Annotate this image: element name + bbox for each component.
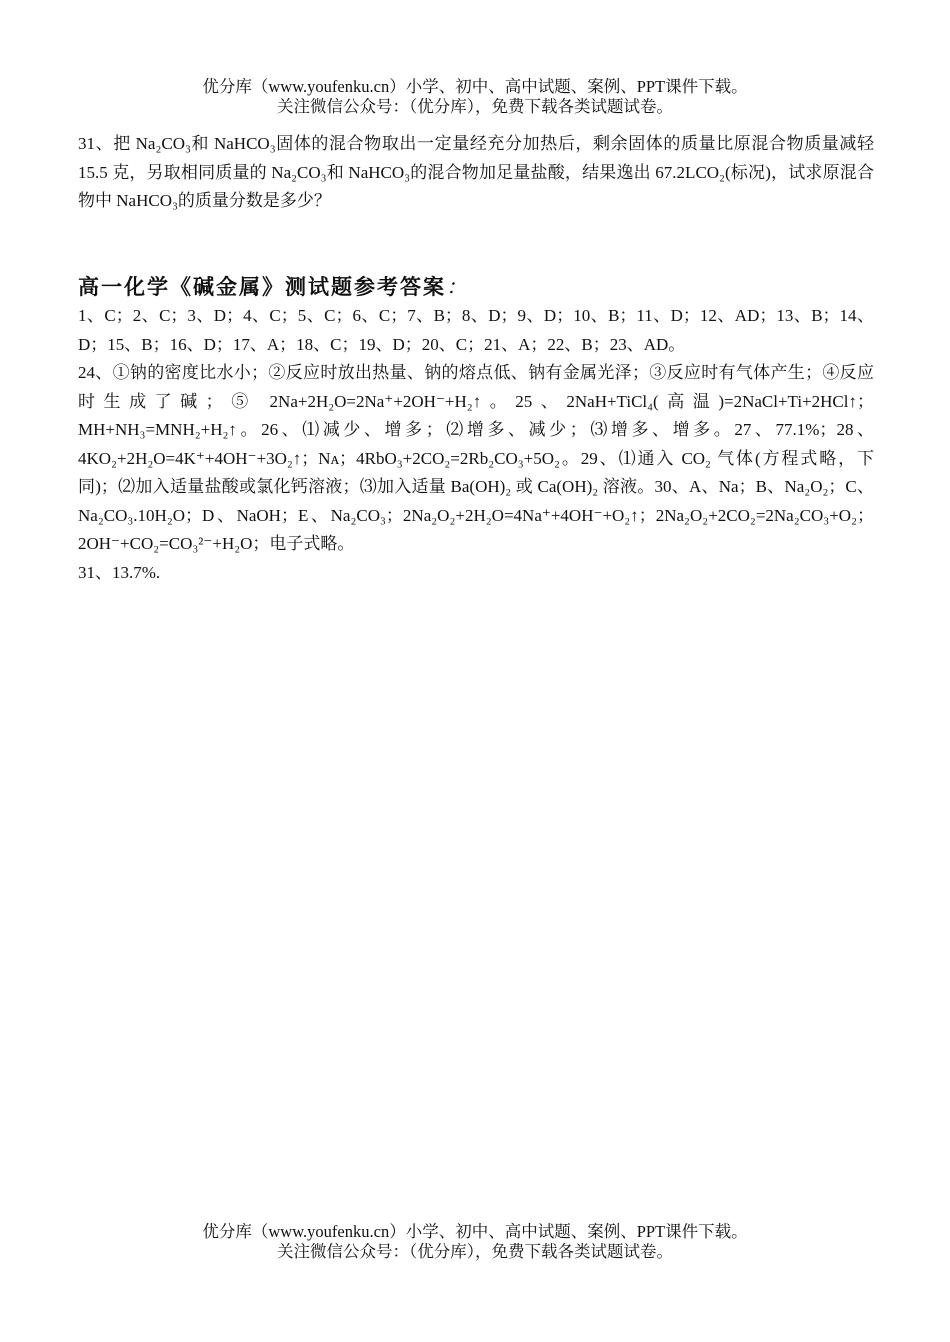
answer-body — [78, 302, 874, 587]
footer-banner — [0, 1222, 950, 1262]
answer-heading — [78, 272, 874, 302]
answer-24: 24、①钠的密度比水小；②反应时放出热量、钠的熔点低、钠有金属光泽；③反应时有气体产生；④反应时生成了碱；⑤ 2Na+2H₂O=2Na⁺+2OH⁻+H₂↑。 — [78, 363, 874, 411]
answer-key — [78, 272, 874, 587]
answer-30: 30、A、Na；B、Na₂O₂；C、Na₂CO₃.10H₂O；D、NaOH；E、Na₂CO₃；2Na₂O₂+2H₂O=4Na⁺+4OH⁻+O₂↑；2Na₂O₂+2CO₂=2Na₂CO₃+O₂；2OH⁻+CO₂=CO₃²⁻+H₂O；电子式略。 — [78, 477, 874, 553]
footer-line-1: 优分库（www.youfenku.cn）小学、初中、高中试题、案例、PPT课件下载。 — [202, 1222, 748, 1241]
question-31 — [78, 130, 874, 216]
answers-1-23: 1、C；2、C；3、D；4、C；5、C；6、C；7、B；8、D；9、D；10、B；11、D；12、AD；13、B；14、D；15、B；16、D；17、A；18、C；19、D；20、C；21、A；22、B；23、AD。 — [78, 306, 874, 354]
footer-line-2: 关注微信公众号：（优分库），免费下载各类试题试卷。 — [277, 1242, 673, 1261]
answer-27: 27、77.1%； — [734, 420, 837, 439]
answer-28: 28、4KO₂+2H₂O=4K⁺+4OH⁻+3O₂↑；Nᴀ；4RbO₃+2CO₂=2Rb₂CO₃+5O₂。 — [78, 420, 875, 468]
question-number: 31、 — [78, 134, 114, 153]
answer-25: 25、2NaH+TiCl₄(高温)=2NaCl+Ti+2HCl↑；MH+NH₃=MNH₂+H₂↑。 — [78, 391, 874, 439]
answer-29: 29、⑴通入 CO₂ 气体(方程式略，下同)；⑵加入适量盐酸或氯化钙溶液；⑶加入适量 Ba(OH)₂ 或 Ca(OH)₂ 溶液。 — [78, 448, 875, 496]
answer-heading-title: 高一化学《碱金属》测试题参考答案 — [78, 275, 446, 299]
answer-31: 31、13.7%. — [78, 562, 161, 582]
header-banner — [0, 77, 950, 117]
question-text: 把 Na₂CO₃和 NaHCO₃固体的混合物取出一定量经充分加热后，剩余固体的质量比原混合物质量减轻 15.5 克，另取相同质量的 Na₂CO₃和 NaHCO₃的混合物加足量盐酸，结果逸出 67.2LCO₂(标况)，试求原混合物中 NaHCO₃的质量分数是多少？ — [78, 134, 874, 210]
answer-26: 26、⑴减少、增多；⑵增多、减少；⑶增多、增多。 — [261, 420, 735, 439]
banner-line-1: 优分库（www.youfenku.cn）小学、初中、高中试题、案例、PPT课件下载。 — [202, 77, 748, 96]
answer-heading-colon: ： — [446, 275, 469, 299]
banner-line-2: 关注微信公众号：（优分库），免费下载各类试题试卷。 — [277, 97, 673, 116]
